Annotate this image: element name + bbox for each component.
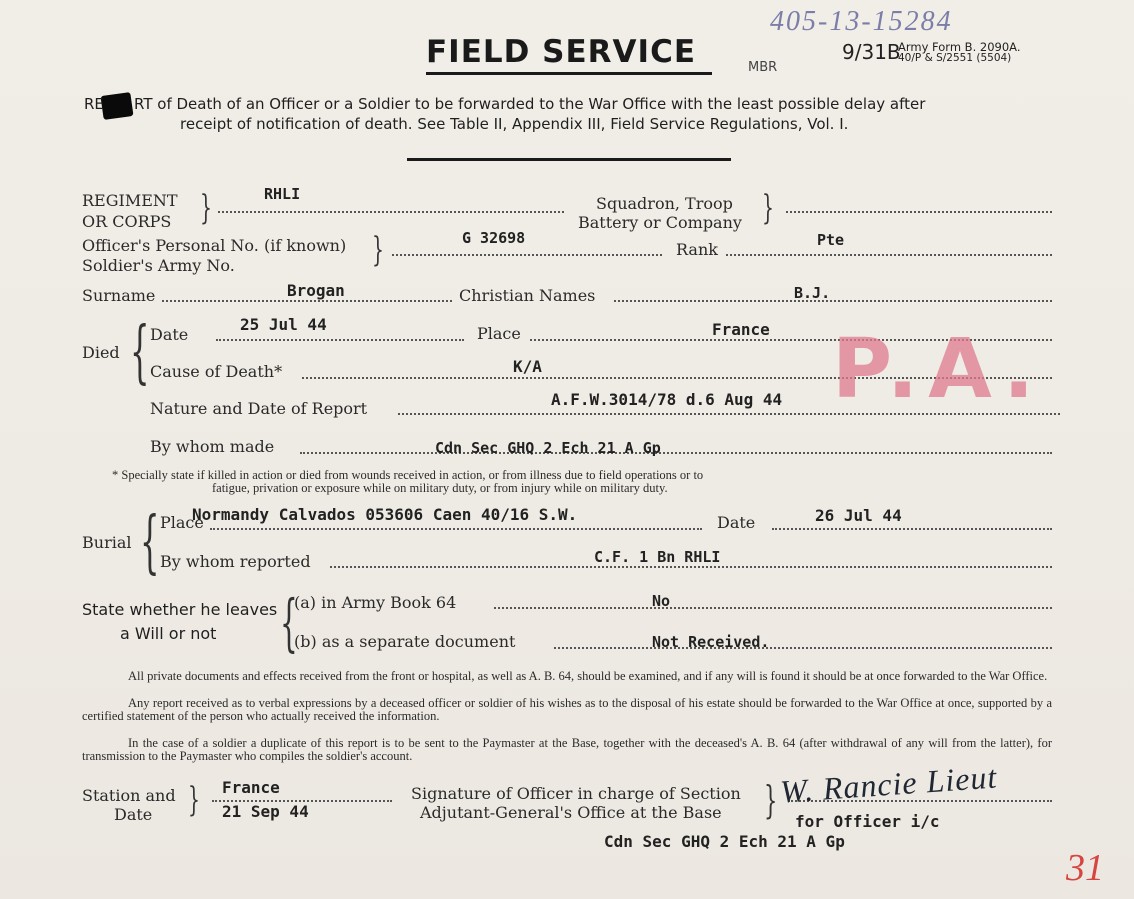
for-officer: for Officer i/c <box>795 812 940 831</box>
signature-label-1: Signature of Officer in charge of Section <box>411 784 741 803</box>
intro-prefix: RE <box>84 95 104 113</box>
page-number: 31 <box>1066 847 1104 889</box>
note-paragraph: All private documents and effects received from the front or hospital, as well as A. B. 64, should be examined, and if any will is found it should be at once forwarded to the War Office. <box>128 669 1048 683</box>
by-whom-value: Cdn Sec GHQ 2 Ech 21 A Gp <box>435 439 661 457</box>
died-place-label: Place <box>477 324 521 343</box>
station-label-1: Station and <box>82 786 176 805</box>
nature-label: Nature and Date of Report <box>150 399 368 418</box>
regiment-label-1: REGIMENT <box>82 191 178 210</box>
station-label-2: Date <box>114 805 153 824</box>
brace-left-icon: { <box>140 503 160 582</box>
section-divider <box>407 158 731 161</box>
burial-label: Burial <box>82 533 132 552</box>
brace-left-icon: { <box>280 586 298 659</box>
brace-right-icon: } <box>200 188 212 228</box>
intro-line-2: receipt of notification of death. See Table II, Appendix III, Field Service Regulations, Vol. I. <box>180 115 849 133</box>
squadron-dotted-line <box>786 211 1052 213</box>
will-b-value: Not Received. <box>652 633 770 651</box>
died-place-value: France <box>712 320 770 339</box>
regiment-label-2: OR CORPS <box>82 212 172 231</box>
will-a-label: (a) in Army Book 64 <box>294 593 457 612</box>
station-value: France <box>222 778 280 797</box>
station-date-value: 21 Sep 44 <box>222 802 309 821</box>
christian-names-dotted-line <box>614 300 1052 302</box>
signature-label-2: Adjutant-General's Office at the Base <box>420 803 722 822</box>
surname-label: Surname <box>82 286 156 305</box>
rank-value: Pte <box>817 231 845 249</box>
footnote-line-1: * Specially state if killed in action or died from wounds received in action, or from illness due to field operations or to <box>112 468 704 482</box>
form-name: Army Form B. 2090A. <box>898 40 1021 54</box>
burial-date-dotted-line <box>772 528 1052 530</box>
brace-right-icon: } <box>188 780 200 820</box>
reported-value: C.F. 1 Bn RHLI <box>594 548 721 566</box>
redaction-mark <box>100 92 133 120</box>
regiment-dotted-line <box>218 211 564 213</box>
surname-dotted-line <box>162 300 452 302</box>
will-b-label: (b) as a separate document <box>294 632 516 651</box>
died-date-dotted-line <box>216 339 464 341</box>
title-underline <box>426 72 712 75</box>
note-paragraph: Any report received as to verbal expressions by a deceased officer or soldier of his wishes as to the disposal of his estate should be forwarded to the War Office at once, supported by a certified statement of the person who actually received the information. <box>82 696 1052 723</box>
will-a-value: No <box>652 592 671 610</box>
burial-place-value: Normandy Calvados 053606 Caen 40/16 S.W. <box>192 505 578 524</box>
brace-right-icon: } <box>372 230 384 270</box>
will-label-1: State whether he leaves <box>82 600 278 619</box>
note-paragraph: In the case of a soldier a duplicate of this report is to be sent to the Paymaster at the Base, together with the deceased's A. B. 64 (after withdrawal of any will from the latter), for transmission to the Paymaster who compiles the soldier's account. <box>82 736 1052 763</box>
christian-names-label: Christian Names <box>459 286 596 305</box>
file-number: 405-13-15284 <box>770 6 953 37</box>
officer-no-label-2: Soldier's Army No. <box>82 256 235 275</box>
signature: W. Rancie Lieut <box>778 758 999 810</box>
cause-label: Cause of Death* <box>150 362 283 381</box>
form-subcode: 40/P & S/2551 (5504) <box>898 52 1012 64</box>
burial-place-label: Place <box>160 513 204 532</box>
christian-names-value: B.J. <box>794 284 831 302</box>
pa-stamp: P.A. <box>832 322 1045 417</box>
will-b-dotted-line <box>554 647 1052 649</box>
section-stamp: Cdn Sec GHQ 2 Ech 21 A Gp <box>604 832 845 851</box>
brace-left-icon: { <box>130 313 150 392</box>
regiment-value: RHLI <box>264 185 301 203</box>
died-date-label: Date <box>150 325 189 344</box>
squadron-label-1: Squadron, Troop <box>596 194 733 213</box>
form-title: FIELD SERVICE <box>426 34 696 70</box>
burial-place-dotted-line <box>210 528 702 530</box>
brace-right-icon: } <box>764 778 778 822</box>
by-whom-label: By whom made <box>150 437 275 456</box>
army-no-value: G 32698 <box>462 229 526 247</box>
will-label-2: a Will or not <box>120 624 217 643</box>
by-whom-dotted-line <box>300 452 1052 454</box>
intro-line-1: RT of Death of an Officer or a Soldier to be forwarded to the War Office with the least possible delay after <box>134 95 926 113</box>
surname-value: Brogan <box>287 281 345 300</box>
officer-no-label-1: Officer's Personal No. (if known) <box>82 236 347 255</box>
reported-dotted-line <box>330 566 1052 568</box>
reported-label: By whom reported <box>160 552 311 571</box>
rank-dotted-line <box>726 254 1052 256</box>
cause-value: K/A <box>513 357 542 376</box>
footnote-line-2: fatigue, privation or exposure while on military duty, or from injury while on military duty. <box>212 481 668 495</box>
died-date-value: 25 Jul 44 <box>240 315 327 334</box>
army-no-dotted-line <box>392 254 662 256</box>
will-a-dotted-line <box>494 607 1052 609</box>
brace-right-icon: } <box>762 188 774 228</box>
rank-label: Rank <box>676 240 718 259</box>
died-label: Died <box>82 343 120 362</box>
burial-date-label: Date <box>717 513 756 532</box>
squadron-label-2: Battery or Company <box>578 213 742 232</box>
nature-value: A.F.W.3014/78 d.6 Aug 44 <box>551 390 783 409</box>
form-code: 9/31B <box>842 40 901 64</box>
mbr-mark: MBR <box>748 60 778 75</box>
burial-date-value: 26 Jul 44 <box>815 506 902 525</box>
